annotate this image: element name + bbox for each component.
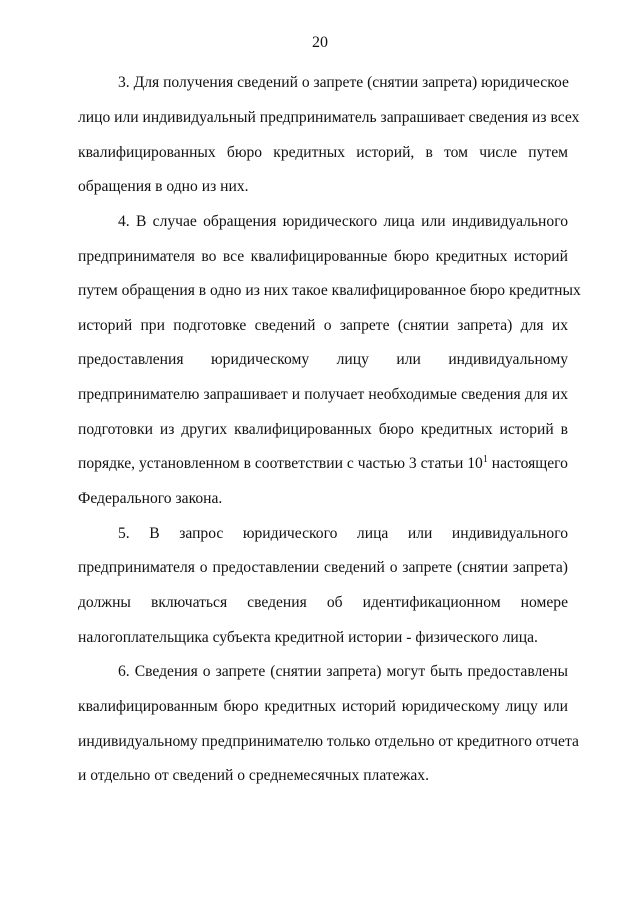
paragraph-line: индивидуальному предпринимателю только отдельно от кредитного отчета — [78, 733, 579, 750]
paragraph-line: 6. Сведения о запрете (снятии запрета) могут быть предоставлены — [118, 663, 568, 680]
paragraph-line: и отдельно от сведений о среднемесячных платежах. — [78, 767, 429, 784]
paragraph-line: подготовки из других квалифицированных бюро кредитных историй в — [78, 421, 568, 438]
paragraph-line: историй при подготовке сведений о запрете (снятии запрета) для их — [78, 317, 568, 334]
paragraph-line: 3. Для получения сведений о запрете (снятии запрета) юридическое — [118, 74, 569, 91]
paragraph-line: лицо или индивидуальный предприниматель запрашивает сведения из всех — [78, 109, 580, 126]
paragraph-line: налогоплательщика субъекта кредитной истории - физического лица. — [78, 629, 538, 646]
line-text: порядке, установленном в соответствии с частью 3 статьи 10 — [78, 455, 483, 472]
paragraph-line-with-superscript — [78, 454, 568, 474]
paragraph-line: предоставления юридическому лицу или индивидуальному — [78, 351, 568, 368]
line-text: настоящего — [487, 455, 568, 472]
paragraph-line: должны включаться сведения об идентификационном номере — [78, 594, 568, 611]
paragraph-line: путем обращения в одно из них такое квалифицированное бюро кредитных — [78, 282, 581, 299]
paragraph-line: 4. В случае обращения юридического лица или индивидуального — [118, 213, 568, 230]
paragraph-line: 5. В запрос юридического лица или индивидуального — [118, 525, 568, 542]
paragraph-line: предпринимателю запрашивает и получает необходимые сведения для их — [78, 386, 568, 403]
paragraph-line: обращения в одно из них. — [78, 178, 249, 195]
paragraph-line: квалифицированным бюро кредитных историй юридическому лицу или — [78, 698, 568, 715]
superscript: 1 — [482, 454, 488, 465]
paragraph-line: квалифицированных бюро кредитных историй, в том числе путем — [78, 144, 568, 161]
paragraph-line: предпринимателя о предоставлении сведений о запрете (снятии запрета) — [78, 559, 568, 576]
page-number: 20 — [312, 34, 328, 51]
paragraph-line: предпринимателя во все квалифицированные бюро кредитных историй — [78, 248, 568, 265]
paragraph-line: Федерального закона. — [78, 490, 223, 507]
